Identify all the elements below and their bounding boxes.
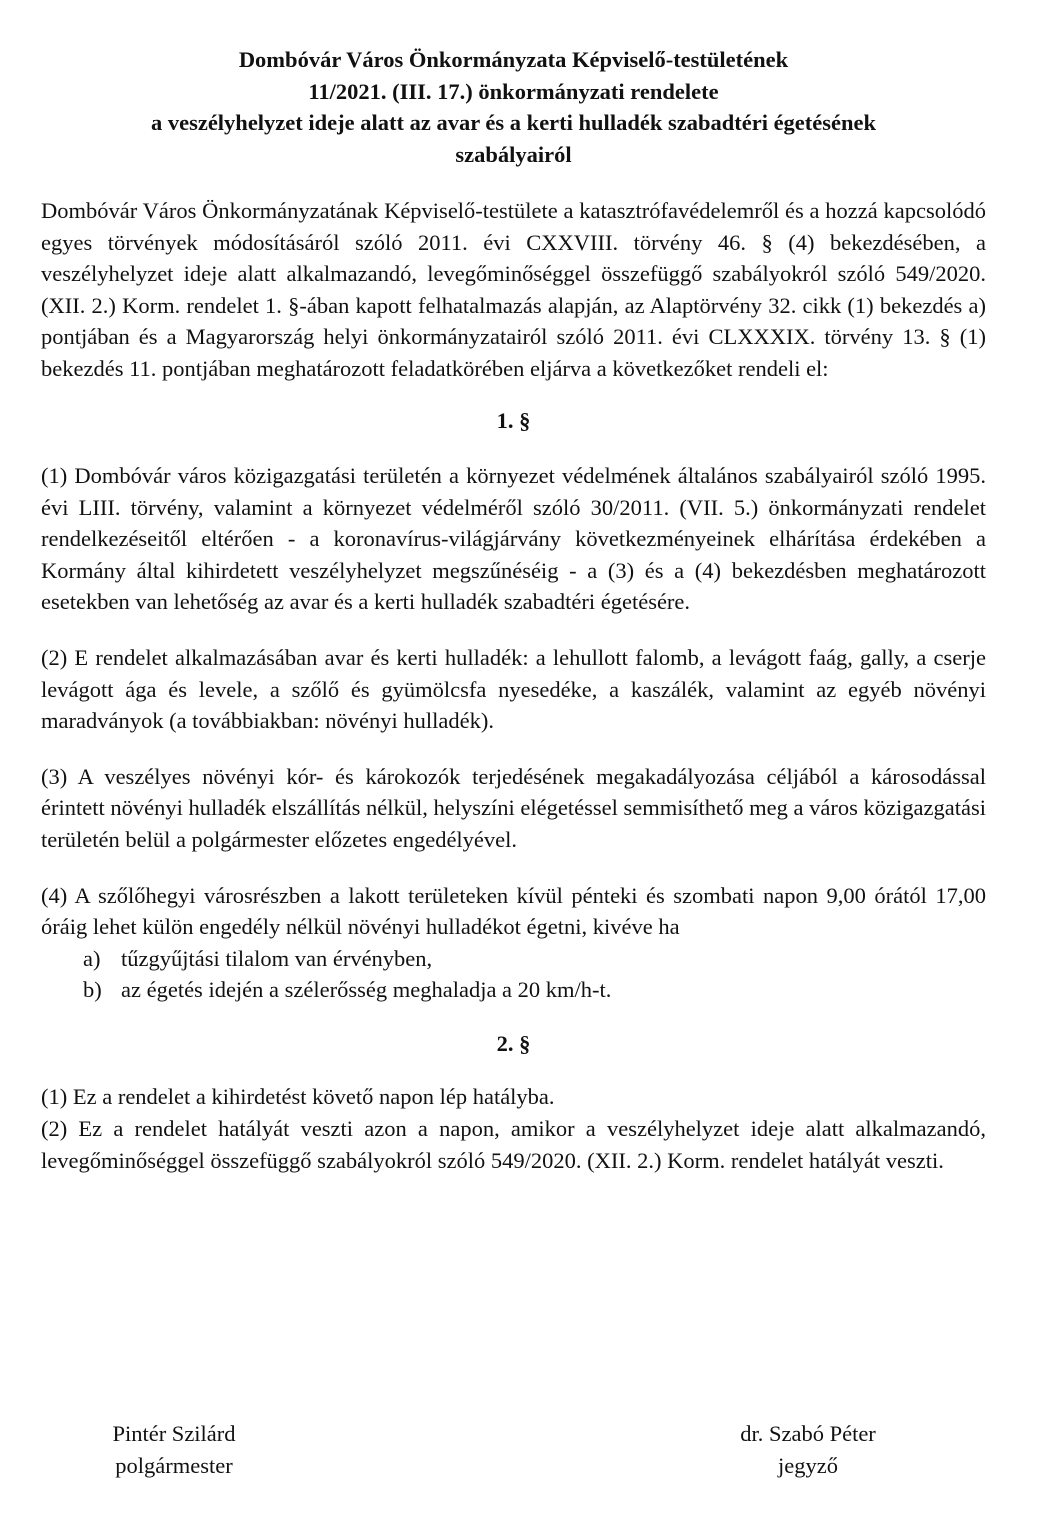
exception-list — [41, 943, 986, 1006]
list-item-text: az égetés idején a szélerősség meghaladja a 20 km/h-t. — [121, 977, 612, 1003]
document-page — [41, 44, 986, 1176]
preamble-paragraph: Dombóvár Város Önkormányzatának Képviselő-testülete a katasztrófavédelemről és a hozzá kapcsolódó egyes törvények módosításáról szóló 2011. évi CXXVIII. törvény 46. § (4) bekezdésében, a veszélyhelyzet ideje alatt alkalmazandó, levegőminőséggel összefüggő szabályokról szóló 549/2020. (XII. 2.) Korm. rendelet 1. §-ában kapott felhatalmazás alapján, az Alaptörvény 32. cikk (1) bekezdés a) pontjában és a Magyarország helyi önkormányzatairól szóló 2011. évi CLXXXIX. törvény 13. § (1) bekezdés 11. pontjában meghatározott feladatkörében eljárva a következőket rendeli el: — [41, 198, 986, 381]
section-2-paragraph-1: (1) Ez a rendelet a kihirdetést követő napon lép hatályba. — [41, 1084, 555, 1110]
signature-name: dr. Szabó Péter — [740, 1421, 876, 1446]
section-2-heading: 2. § — [496, 1030, 531, 1056]
signature-title: polgármester — [115, 1452, 233, 1478]
section-1-paragraph-4: (4) A szőlőhegyi városrészben a lakott területeken kívül pénteki és szombati napon 9,00 órától 17,00 óráig lehet külön engedély nélkül növényi hulladékot égetni, kivéve ha — [41, 882, 986, 940]
title-line-1: Dombóvár Város Önkormányzata Képviselő-testületének — [238, 47, 789, 72]
section-1-heading: 1. § — [496, 407, 531, 433]
list-item — [41, 974, 986, 1006]
signature-name: Pintér Szilárd — [112, 1421, 236, 1446]
signature-notary — [678, 1418, 938, 1481]
title-line-3: a veszélyhelyzet ideje alatt az avar és a kerti hulladék szabadtéri égetésének — [150, 110, 877, 135]
section-2-paragraph-2: (2) Ez a rendelet hatályát veszti azon a napon, amikor a veszélyhelyzet ideje alatt alkalmazandó, levegőminőséggel összefüggő szabályokról szóló 549/2020. (XII. 2.) Korm. rendelet hatályát veszti. — [41, 1116, 986, 1173]
list-item-marker: a) — [83, 945, 101, 971]
list-item — [41, 943, 986, 975]
list-item-text: tűzgyűjtási tilalom van érvényben, — [121, 945, 433, 971]
section-1-paragraph-3: (3) A veszélyes növényi kór- és károkozók terjedésének megakadályozása céljából a károsodással érintett növényi hulladék elszállítás nélkül, helyszíni elégetéssel semmisíthető meg a város közigazgatási területén belül a polgármester előzetes engedélyével. — [41, 763, 986, 852]
document-title — [41, 44, 986, 170]
section-1-paragraph-2: (2) E rendelet alkalmazásában avar és kerti hulladék: a lehullott falomb, a levágott faág, gally, a cserje levágott ága és levele, a szőlő és gyümölcsfa nyesedéke, a kaszálék, valamint az egyéb növényi maradványok (a továbbiakban: növényi hulladék). — [41, 645, 986, 734]
title-line-2: 11/2021. (III. 17.) önkormányzati rendelete — [308, 78, 719, 104]
section-1-paragraph-1: (1) Dombóvár város közigazgatási területén a környezet védelmének általános szabályairól szóló 1995. évi LIII. törvény, valamint a környezet védelméről szóló 30/2011. (VII. 5.) önkormányzati rendelet rendelkezéseitől eltérően - a koronavírus-világjárvány következményeinek elhárítása érdekében a Kormány által kihirdetett veszélyhelyzet megszűnéséig - a (3) és a (4) bekezdésben meghatározott esetekben van lehetőség az avar és a kerti hulladék szabadtéri égetésére. — [41, 463, 986, 615]
title-line-4: szabályairól — [455, 141, 572, 167]
signature-title: jegyző — [778, 1452, 838, 1478]
signature-mayor — [44, 1418, 304, 1481]
list-item-marker: b) — [83, 977, 102, 1003]
